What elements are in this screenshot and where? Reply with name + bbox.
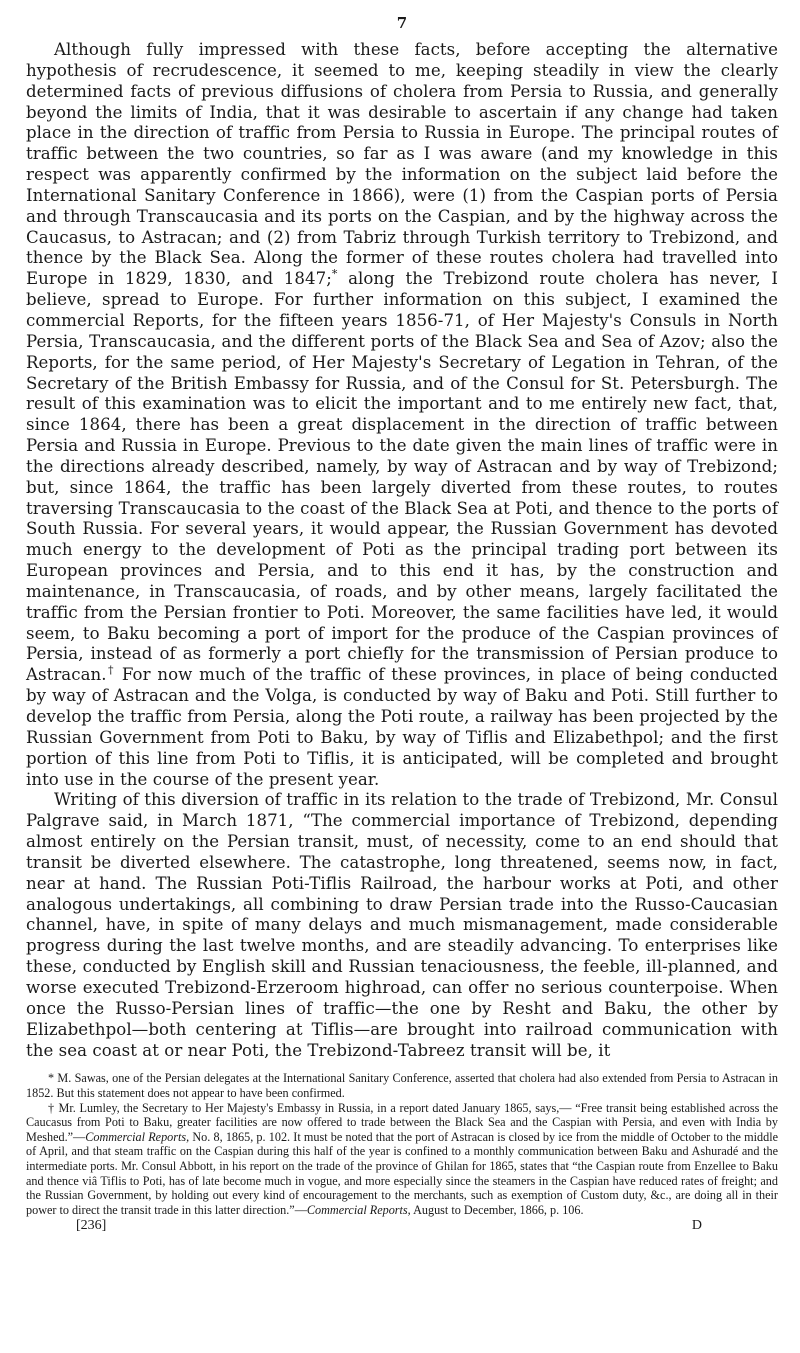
gathering-letter: D xyxy=(691,1218,702,1234)
paragraph-1-text-cont: along the Trebizond route cholera has never, I believe, spread to Europe. For further information on this subject, I examined the commercial Reports, for the fifteen years 1856-71, of Her Majesty's Consuls in North Persia, Transcaucasia, and the different ports of the Black Sea and Sea of Azov; also the Reports, for the same period, of Her Majesty's Secretary of Legation in Tehran, of the Secretary of the British Embassy for Russia, and of the Consul for St. Petersburgh. The result of this examination was to elicit the important and to me entirely new fact, that, since 1864, there has been a great displacement in the direction of traffic between Persia and Russia in Europe. Previous to the date given the main lines of traffic were in the directions already described, namely, by way of Astracan and by way of Trebizond; but, since 1864, the traffic has been largely diverted from these routes, to routes traversing Transcaucasia to the coast of the Black Sea at Poti, and thence to the ports of South Russia. For several years, it would appear, the Russian Government has devoted much energy to the development of Poti as the principal trading port between its European provinces and Persia, and to this end it has, by the construction and maintenance, in Transcaucasia, of roads, and by other means, largely facilitated the traffic from the Persian frontier to Poti. Moreover, the same facilities have led, it would seem, to Baku becoming a port of import for the produce of the Caspian provinces of Persia, instead of as formerly a port chiefly for the transmission of Persian produce to Astracan. xyxy=(26,269,779,685)
body-paragraph-1 xyxy=(26,40,778,790)
body-paragraph-2: Writing of this diversion of traffic in its relation to the trade of Trebizond, Mr. Consul Palgrave said, in March 1871, “The commercial importance of Trebizond, depending almost entirely on the Persian transit, must, of necessity, come to an end should that transit be diverted elsewhere. The catastrophe, long threatened, seems now, in fact, near at hand. The Russian Poti-Tiflis Railroad, the harbour works at Poti, and other analogous undertakings, all combining to draw Persian trade into the Russo-Caucasian channel, have, in spite of many delays and much mismanagement, made considerable progress during the last twelve months, and are steadily advancing. To enterprises like these, conducted by English skill and Russian tenaciousness, the feeble, ill-planned, and worse executed Trebizond-Erzeroom highroad, can offer no serious counterpoise. When once the Russo-Persian lines of traffic—the one by Resht and Baku, the other by Elizabethpol—both centering at Tiflis—are brought into railroad communication with the sea coast at or near Poti, the Trebizond-Tabreez transit will be, it xyxy=(26,790,778,1060)
footnote-1: * M. Sawas, one of the Persian delegates at the International Sanitary Conference, asserted that cholera had also extended from Persia to Astracan in 1852. But this statement does not appear to have been confirmed. xyxy=(26,1071,778,1100)
paragraph-1-text-end: For now much of the traffic of these provinces, in place of being conducted by way of Astracan and the Volga, is conducted by way of Baku and Poti. Still further to develop the traffic from Persia, along the Poti route, a railway has been projected by the Russian Government from Poti to Baku, by way of Tiflis and Elizabethpol; and the first portion of this line from Poti to Tiflis, it is anticipated, will be completed and brought into use in the course of the present year. xyxy=(26,665,778,789)
page-number: 7 xyxy=(396,14,408,32)
footnotes xyxy=(26,1071,778,1217)
footnote-ref-asterisk: * xyxy=(331,267,338,281)
footnote-ref-dagger: † xyxy=(106,663,116,677)
footnote-2-citation: Commercial Reports, xyxy=(85,1129,190,1144)
page-footer xyxy=(26,1218,778,1234)
footnote-2-text: † Mr. Lumley, the Secretary to Her Majesty's Embassy in Russia, in a report dated January 1865, says,— “Free transit being established across the Caucasus from Poti to Baku, greater facilities are now offered to trade between the Black Sea and the Caspian with Persia, and even with India by Meshed.”— xyxy=(26,1100,778,1144)
footnote-2-citation-2: Commercial Reports, xyxy=(306,1202,411,1217)
paragraph-1-text: Although fully impressed with these facts, before accepting the alternative hypothesis of recrudescence, it seemed to me, keeping steadily in view the clearly determined facts of previous diffusions of cholera from Persia to Russia, and generally beyond the limits of India, that it was desirable to ascertain if any change had taken place in the direction of traffic from Persia to Russia in Europe. The principal routes of traffic between the two countries, so far as I was aware (and my knowledge in this respect was apparently confirmed by the information on the subject laid before the International Sanitary Conference in 1866), were (1) from the Caspian ports of Persia and through Transcaucasia and its ports on the Caspian, and by the highway across the Caucasus, to Astracan; and (2) from Tabriz through Turkish territory to Trebizond, and thence by the Black Sea. Along the former of these routes cholera had travelled into Europe in 1829, 1830, and 1847; xyxy=(26,40,778,289)
footnote-2-text-end: August to December, 1866, p. 106. xyxy=(410,1202,584,1217)
footnote-2-text-cont: No. 8, 1865, p. 102. It must be noted that the port of Astracan is closed by ice from the middle of October to the middle of April, and that steam traffic on the Caspian during this half of the year is confined to a monthly communication between Baku and Ashuradé and the intermediate ports. Mr. Consul Abbott, in his report on the trade of the province of Ghilan for 1865, states that “the Caspian route from Enzellee to Baku and thence viâ Tiflis to Poti, has of late become much in vogue, and more especially since the steamers in the Caspian have reduced rates of freight; and the Russian Government, by holding out every kind of encouragement to the merchants, such as exemption of Custom duty, &c., are doing all in their power to direct the transit trade in this latter direction.”— xyxy=(26,1129,778,1217)
footnote-2 xyxy=(26,1101,778,1218)
signature-mark: [236] xyxy=(76,1218,107,1234)
